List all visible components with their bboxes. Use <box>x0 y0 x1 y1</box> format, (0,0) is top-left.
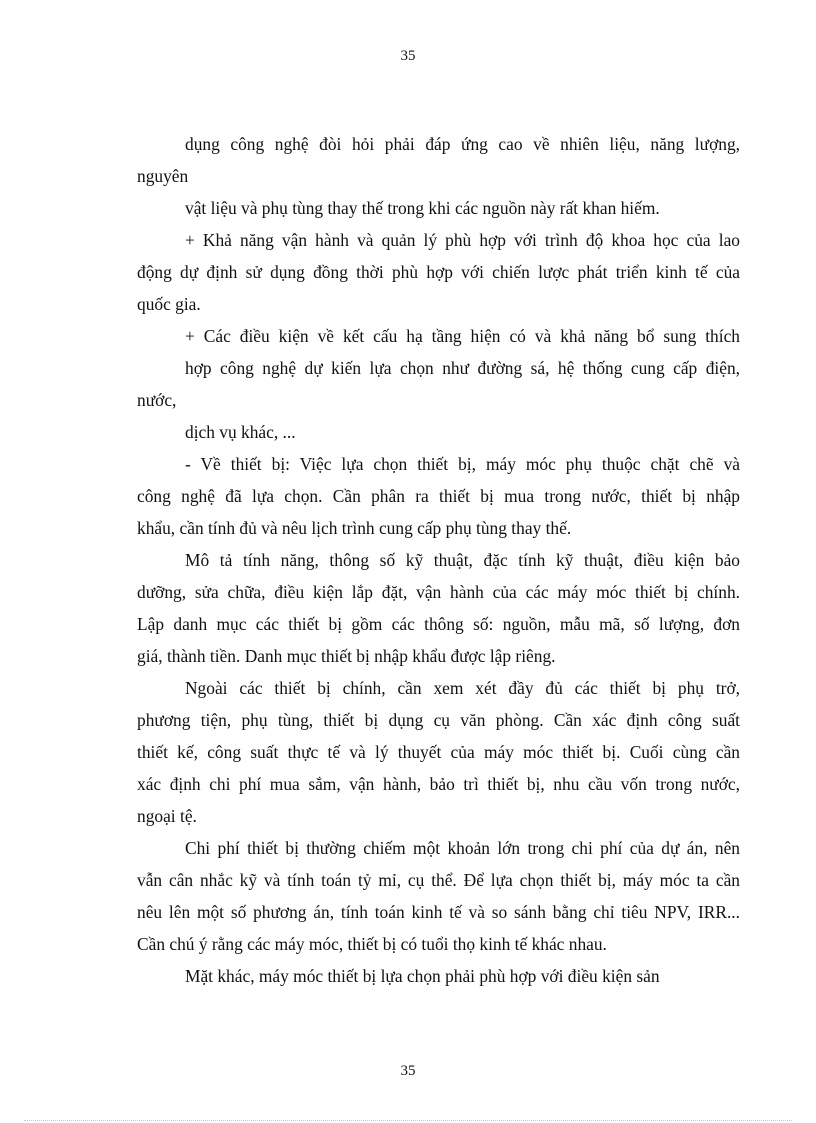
text-line: Lập danh mục các thiết bị gồm các thông số: nguồn, mẫu mã, số lượng, đơn <box>137 614 740 634</box>
text-line: Mô tả tính năng, thông số kỹ thuật, đặc tính kỹ thuật, điều kiện bảo <box>185 550 740 570</box>
text-line: Chi phí thiết bị thường chiếm một khoản lớn trong chi phí của dự án, nên <box>185 838 740 858</box>
text-line: phương tiện, phụ tùng, thiết bị dụng cụ văn phòng. Cần xác định công suất <box>137 710 740 730</box>
text-line: dịch vụ khác, ... <box>185 422 296 442</box>
text-line: quốc gia. <box>137 294 201 314</box>
text-line: ngoại tệ. <box>137 806 197 826</box>
text-line: xác định chi phí mua sắm, vận hành, bảo trì thiết bị, nhu cầu vốn trong nước, <box>137 774 740 794</box>
text-line: - Về thiết bị: Việc lựa chọn thiết bị, máy móc phụ thuộc chặt chẽ và <box>185 454 740 474</box>
page-number-bottom: 35 <box>400 1063 416 1079</box>
text-line: khẩu, cần tính đủ và nêu lịch trình cung cấp phụ tùng thay thế. <box>137 518 572 538</box>
text-line: động dự định sử dụng đồng thời phù hợp với chiến lược phát triển kinh tế của <box>137 262 740 282</box>
text-line: hợp công nghệ dự kiến lựa chọn như đường sá, hệ thống cung cấp điện, <box>185 358 740 378</box>
text-line: vẫn cân nhắc kỹ và tính toán tỷ mỉ, cụ thể. Để lựa chọn thiết bị, máy móc ta cần <box>137 870 740 890</box>
document-body <box>137 128 740 992</box>
text-line: thiết kế, công suất thực tế và lý thuyết của máy móc thiết bị. Cuối cùng cần <box>137 742 740 762</box>
text-line: dưỡng, sửa chữa, điều kiện lắp đặt, vận hành của các máy móc thiết bị chính. <box>137 582 740 602</box>
text-line: + Khả năng vận hành và quản lý phù hợp với trình độ khoa học của lao <box>185 230 740 250</box>
text-line: dụng công nghệ đòi hỏi phải đáp ứng cao về nhiên liệu, năng lượng, <box>185 134 740 154</box>
text-line: Cần chú ý rằng các máy móc, thiết bị có tuổi thọ kinh tế khác nhau. <box>137 934 607 954</box>
text-line: Mặt khác, máy móc thiết bị lựa chọn phải phù hợp với điều kiện sản <box>185 966 660 986</box>
page-number-top: 35 <box>400 48 416 64</box>
text-line: nêu lên một số phương án, tính toán kinh tế và so sánh bằng chỉ tiêu NPV, IRR... <box>137 902 740 922</box>
text-line: vật liệu và phụ tùng thay thế trong khi các nguồn này rất khan hiếm. <box>185 198 660 218</box>
text-line: nguyên <box>137 166 189 186</box>
text-line: nước, <box>137 390 177 410</box>
text-line: Ngoài các thiết bị chính, cần xem xét đầy đủ các thiết bị phụ trở, <box>185 678 740 698</box>
text-line: công nghệ đã lựa chọn. Cần phân ra thiết bị mua trong nước, thiết bị nhập <box>137 486 740 506</box>
text-line: + Các điều kiện về kết cấu hạ tầng hiện có và khả năng bổ sung thích <box>185 326 740 346</box>
page-break-divider <box>24 1120 792 1121</box>
text-line: giá, thành tiền. Danh mục thiết bị nhập khẩu được lập riêng. <box>137 646 556 666</box>
